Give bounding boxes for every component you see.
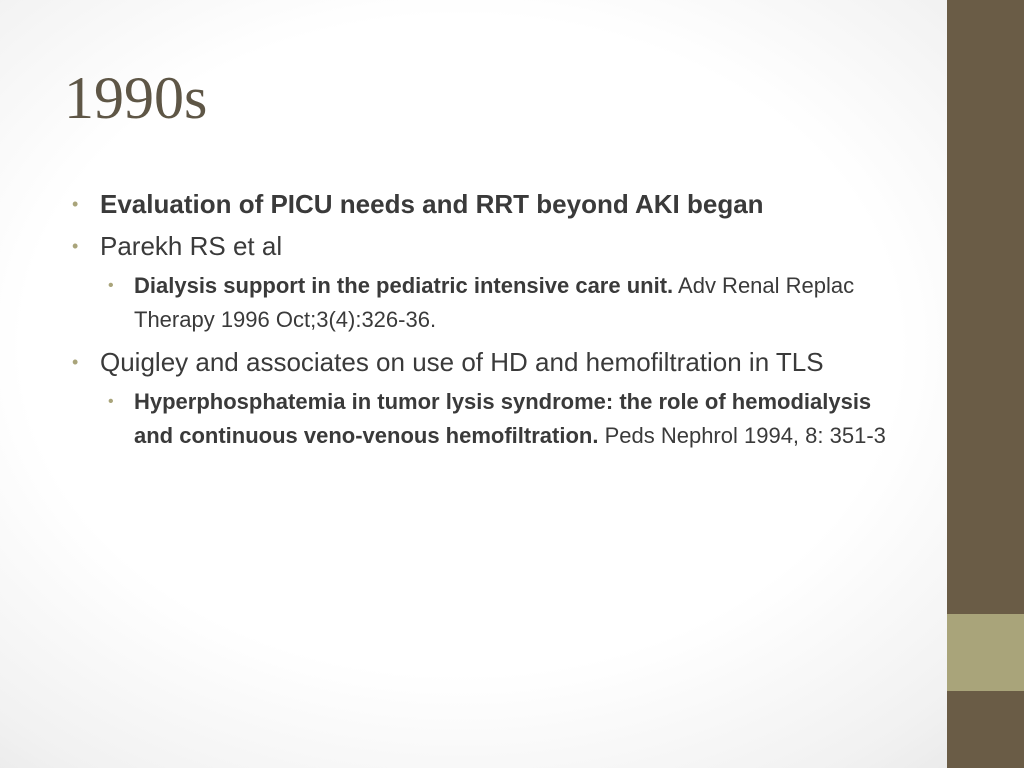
slide-title: 1990s [64,65,208,131]
bullet-text: Evaluation of PICU needs and RRT beyond AKI began [100,189,764,219]
bullet-text: Quigley and associates on use of HD and hemofiltration in TLS [100,347,824,377]
sub-bullet-item [72,385,902,453]
reference-title: Hyperphosphatemia in tumor lysis syndrome: the role of hemodialysis and continuous veno-venous hemofiltration. [134,389,872,448]
bullet-icon: • [72,352,79,372]
reference-citation: Peds Nephrol 1994, 8: 351-3 [598,423,886,448]
bullet-list [72,183,902,457]
reference-citation: Adv Renal Replac Therapy 1996 Oct;3(4):326-36. [134,273,855,332]
sub-bullet-item [72,269,902,337]
bullet-icon: • [72,194,79,214]
bullet-item [72,341,902,383]
bullet-icon: • [108,393,114,410]
reference-title: Dialysis support in the pediatric intensive care unit. [134,273,674,298]
sidebar-accent-block [947,614,1024,691]
bullet-icon: • [72,236,79,256]
bullet-item [72,225,902,267]
bullet-icon: • [108,277,114,294]
bullet-text: Parekh RS et al [100,231,283,261]
bullet-item [72,183,902,225]
